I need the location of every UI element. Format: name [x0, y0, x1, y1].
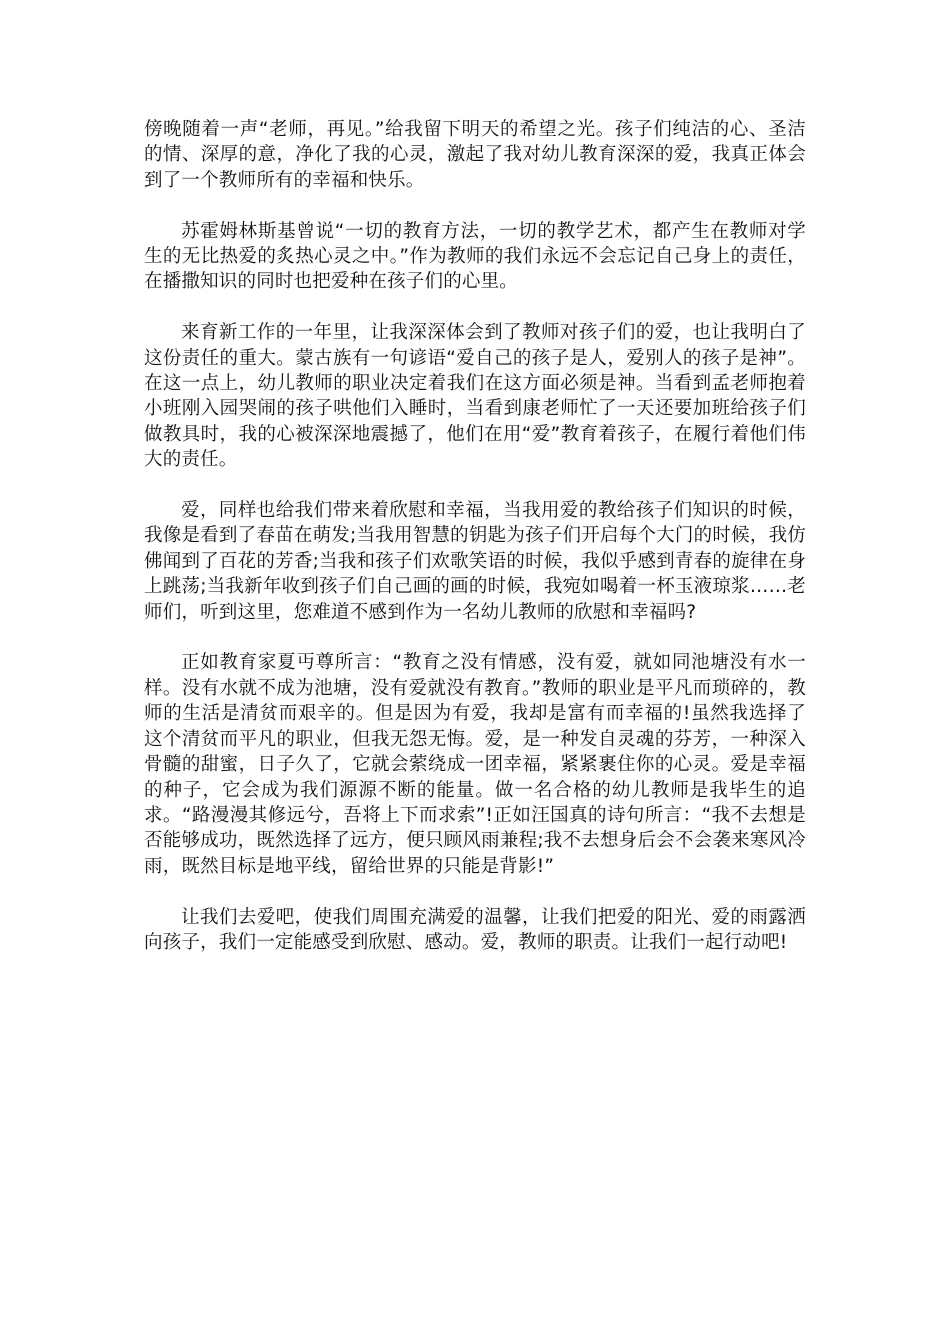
document-body: [144, 117, 806, 981]
paragraph-4: 爱，同样也给我们带来着欣慰和幸福，当我用爱的教给孩子们知识的时候，我像是看到了春苗在萌发;当我用智慧的钥匙为孩子们开启每个大门的时候，我仿佛闻到了百花的芳香;当我和孩子们欢歌笑语的时候，我似乎感到青春的旋律在身上跳荡;当我新年收到孩子们自己画的画的时候，我宛如喝着一杯玉液琼浆……老师们，听到这里，您难道不感到作为一名幼儿教师的欣慰和幸福吗?: [144, 500, 806, 623]
paragraph-2: 苏霍姆林斯基曾说“一切的教育方法，一切的教学艺术，都产生在教师对学生的无比热爱的炙热心灵之中。”作为教师的我们永远不会忘记自己身上的责任，在播撒知识的同时也把爱种在孩子们的心里。: [144, 220, 806, 293]
paragraph-1: 傍晚随着一声“老师，再见。”给我留下明天的希望之光。孩子们纯洁的心、圣洁的情、深厚的意，净化了我的心灵，激起了我对幼儿教育深深的爱，我真正体会到了一个教师所有的幸福和快乐。: [144, 119, 806, 191]
paragraph-6: 让我们去爱吧，使我们周围充满爱的温馨，让我们把爱的阳光、爱的雨露洒向孩子，我们一定能感受到欣慰、感动。爱，教师的职责。让我们一起行动吧!: [144, 906, 806, 953]
paragraph-3: 来育新工作的一年里，让我深深体会到了教师对孩子们的爱，也让我明白了这份责任的重大。蒙古族有一句谚语“爱自己的孩子是人，爱别人的孩子是神”。在这一点上，幼儿教师的职业决定着我们在这方面必须是神。当看到孟老师抱着小班刚入园哭闹的孩子哄他们入睡时，当看到康老师忙了一天还要加班给孩子们做教具时，我的心被深深地震撼了，他们在用“爱”教育着孩子，在履行着他们伟大的责任。: [144, 322, 806, 471]
paragraph-5: 正如教育家夏丏尊所言：“教育之没有情感，没有爱，就如同池塘没有水一样。没有水就不成为池塘，没有爱就没有教育。”教师的职业是平凡而琐碎的，教师的生活是清贫而艰辛的。但是因为有爱，我却是富有而幸福的!虽然我选择了这个清贫而平凡的职业，但我无怨无悔。爱，是一种发自灵魂的芬芳，一种深入骨髓的甜蜜，日子久了，它就会萦绕成一团幸福，紧紧裹住你的心灵。爱是幸福的种子，它会成为我们源源不断的能量。做一名合格的幼儿教师是我毕生的追求。“路漫漫其修远兮，吾将上下而求索”!正如汪国真的诗句所言：“我不去想是否能够成功，既然选择了远方，便只顾风雨兼程;我不去想身后会不会袭来寒风冷雨，既然目标是地平线，留给世界的只能是背影!”: [144, 652, 806, 877]
